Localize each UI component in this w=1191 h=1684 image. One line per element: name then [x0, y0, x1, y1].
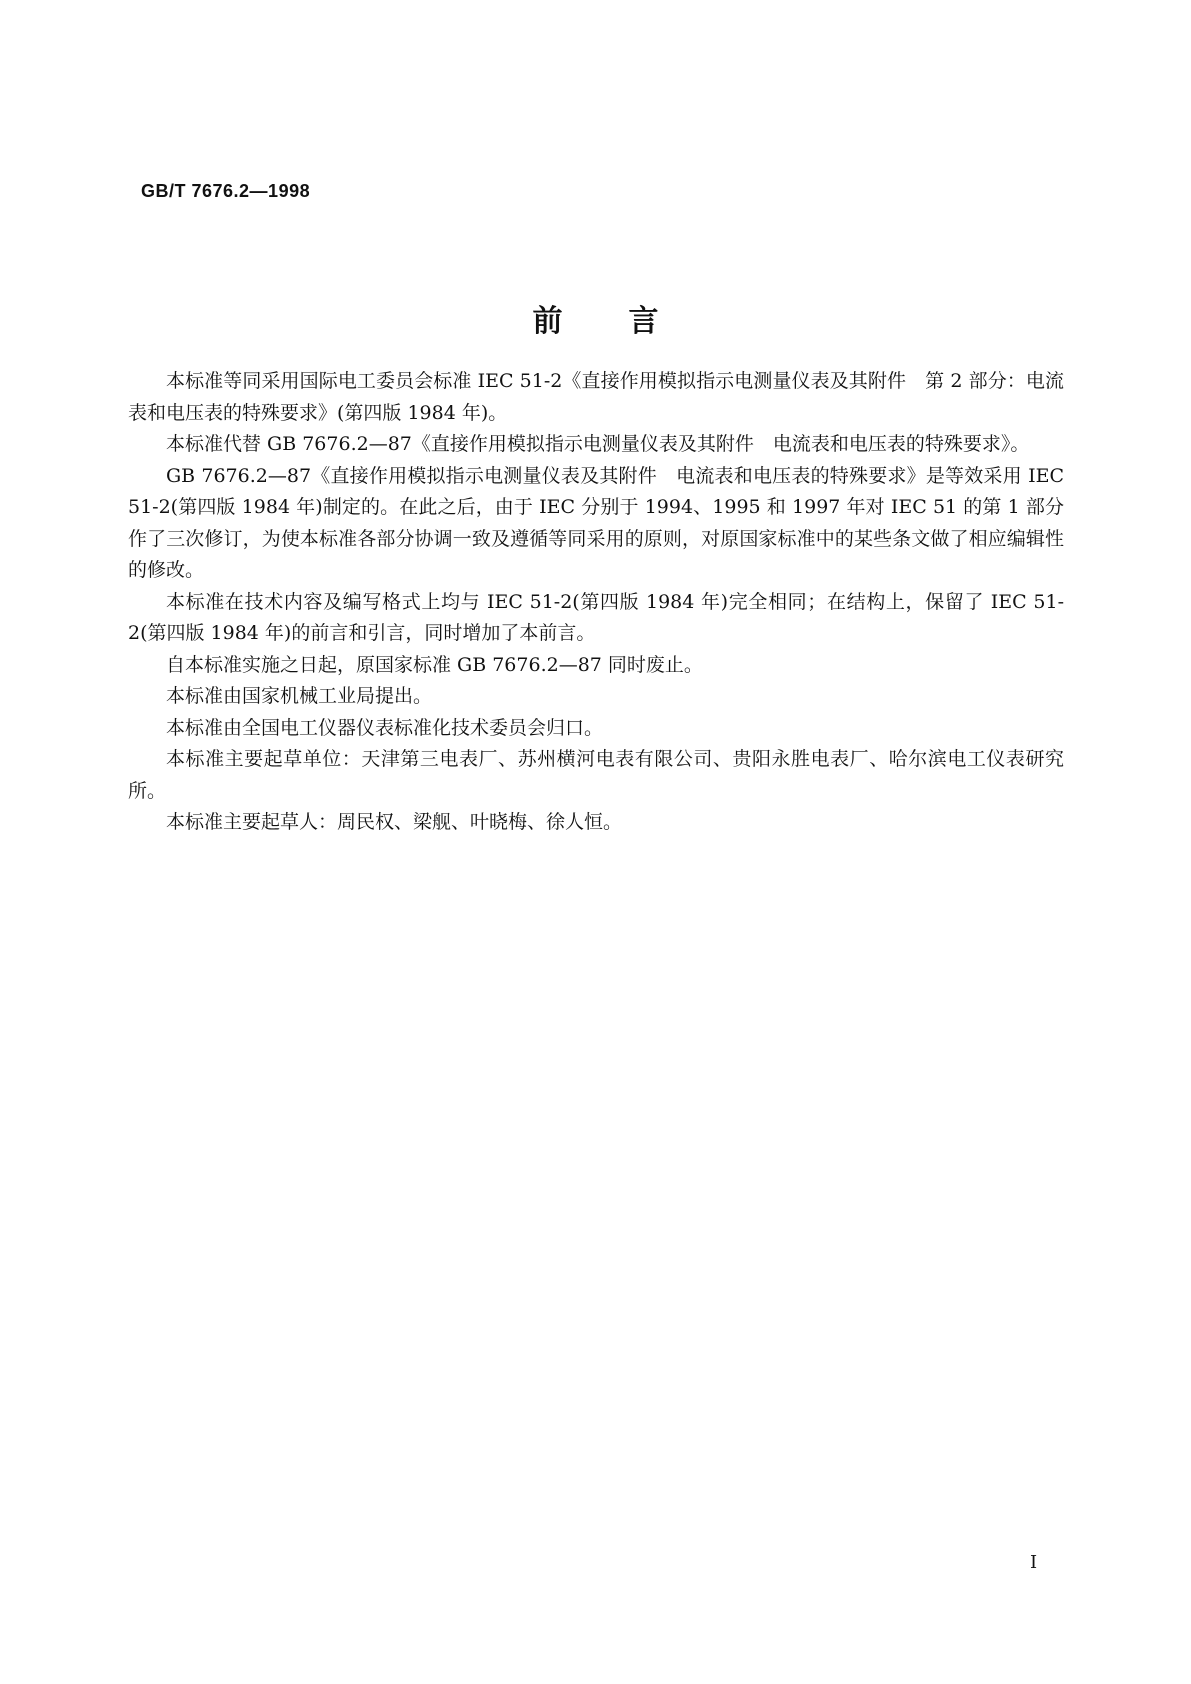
- paragraph-drafters: 本标准主要起草人：周民权、梁舰、叶晓梅、徐人恒。: [166, 811, 623, 833]
- paragraph-drafting-units: 本标准主要起草单位：天津第三电表厂、苏州横河电表有限公司、贵阳永胜电表厂、哈尔滨电工仪表研究所。: [128, 748, 1064, 802]
- paragraph-structure: 本标准在技术内容及编写格式上均与 IEC 51-2(第四版 1984 年)完全相同；在结构上，保留了 IEC 51-2(第四版 1984 年)的前言和引言，同时增加了本前言。: [128, 590, 1064, 644]
- paragraph-adoption: 本标准等同采用国际电工委员会标准 IEC 51-2《直接作用模拟指示电测量仪表及其附件 第 2 部分：电流表和电压表的特殊要求》(第四版 1984 年)。: [128, 370, 1064, 424]
- paragraph-proposer: 本标准由国家机械工业局提出。: [166, 685, 433, 707]
- foreword-body: [128, 366, 1064, 839]
- paragraph-abolition: 自本标准实施之日起，原国家标准 GB 7676.2—87 同时废止。: [166, 653, 703, 676]
- standard-number: GB/T 7676.2—1998: [141, 181, 311, 201]
- paragraph-replacement: 本标准代替 GB 7676.2—87《直接作用模拟指示电测量仪表及其附件 电流表和电压表的特殊要求》。: [166, 433, 1030, 455]
- page-number: I: [1030, 1552, 1038, 1573]
- paragraph-committee: 本标准由全国电工仪器仪表标准化技术委员会归口。: [166, 716, 604, 739]
- page-title: 前言: [532, 304, 725, 339]
- paragraph-history: GB 7676.2—87《直接作用模拟指示电测量仪表及其附件 电流表和电压表的特殊要求》是等效采用 IEC 51-2(第四版 1984 年)制定的。在此之后，由于 IEC 分别于 1994、1995 和 1997 年对 IEC 51 的第 1 部分作了三次修订，为使本标准各部分协调一致及遵循等同采用的原则，对原国家标准中的某些条文做了相应编辑性的修改。: [128, 464, 1064, 581]
